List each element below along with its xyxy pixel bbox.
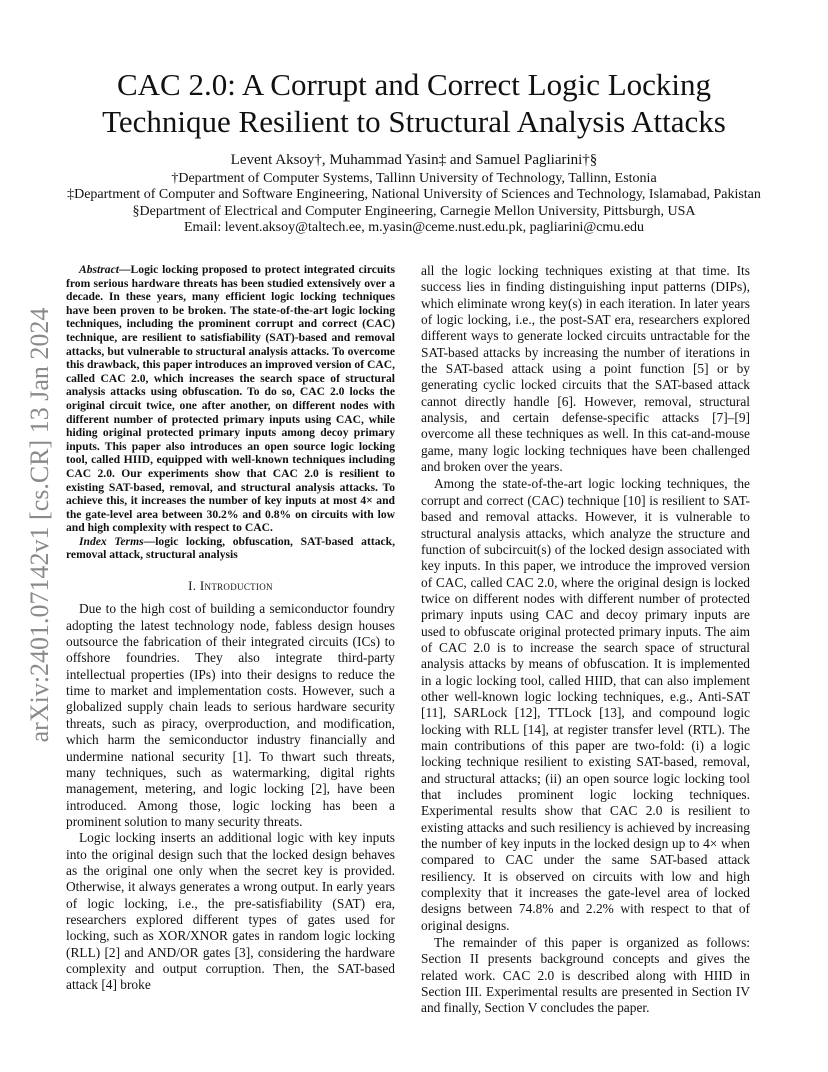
- intro-paragraph-3: all the logic locking techniques existing at that time. Its success lies in finding distinguishing input patterns (DIPs), which eliminate wrong key(s) in each iteration. In later years of logic locking, i.e., the post-SAT era, researchers explored different ways to generate locked circuits untractable for the SAT-based attacks by increasing the number of iterations in the SAT-based attack using a point function [5] or by generating cyclic locked circuits that the SAT-based attack cannot directly handle [6]. However, removal, structural analysis, and certain defense-specific attacks [7]–[9] overcome all these techniques as well. In this cat-and-mouse game, many logic locking techniques have been challenged and broken over the years.: [421, 263, 750, 475]
- title-line-1: CAC 2.0: A Corrupt and Correct Logic Locking: [116, 67, 712, 102]
- index-terms: [66, 535, 395, 562]
- author-names: Levent Aksoy†, Muhammad Yasin‡ and Samuel Pagliarini†§: [230, 152, 598, 168]
- affiliation-3: §Department of Electrical and Computer Engineering, Carnegie Mellon University, Pittsburgh, USA: [132, 203, 696, 219]
- right-column: [421, 263, 750, 1017]
- section-heading-introduction: I. Introduction: [188, 578, 273, 594]
- paper-title: [60, 66, 768, 140]
- intro-paragraph-4: Among the state-of-the-art logic locking techniques, the corrupt and correct (CAC) technique [10] is resilient to SAT-based and removal attacks. However, it is vulnerable to structural analysis attacks, which analyze the structure and function of subcircuit(s) of the locked design associated with key inputs. In this paper, we introduce the improved version of CAC, called CAC 2.0, where the original design is locked twice on different nodes with different number of protected primary inputs using CAC and decoy primary inputs are used to obfuscate original protected primary inputs. The aim of CAC 2.0 is to increase the search space of structural analysis attacks by means of obfuscation. It is implemented in a logic locking tool, called HIID, that can also implement other well-known logic locking techniques, e.g., Anti-SAT [11], SARLock [12], TTLock [13], and compound logic locking with RLL [14], at register transfer level (RTL). The main contributions of this paper are two-fold: (i) a logic locking technique resilient to existing SAT-based, removal, and structural attacks; (ii) an open source logic locking tool that includes prominent logic locking techniques. Experimental results show that CAC 2.0 is resilient to existing attacks and such resiliency is achieved by increasing the number of key inputs in the locked design up to 4× when compared to CAC under the same SAT-based attack resiliency. It is observed on circuits with low and high complexity that it increases the gate-level area of locked designs between 74.8% and 2.2% with respect to that of original designs.: [421, 476, 750, 933]
- abstract-label: Abstract: [79, 263, 119, 276]
- abstract-text: —Logic locking proposed to protect integrated circuits from serious hardware threats has been studied extensively over a decade. In these years, many efficient logic locking techniques have been proven to be broken. The state-of-the-art logic locking techniques, including the prominent corrupt and correct (CAC) technique, are resilient to satisfiability (SAT)-based and removal attacks, but vulnerable to structural analysis attacks. To overcome this drawback, this paper introduces an improved version of CAC, called CAC 2.0, which increases the search space of structural analysis attacks using obfuscation. To do so, CAC 2.0 locks the original circuit twice, one after another, on different nodes with different number of protected primary inputs using CAC, while hiding original protected primary inputs among decoy primary inputs. This paper also introduces an open source logic locking tool, called HIID, equipped with well-known techniques including CAC 2.0. Our experiments show that CAC 2.0 is resilient to existing SAT-based, removal, and structural analysis attacks. To achieve this, it increases the number of key inputs at most 4× and the gate-level area between 30.2% and 0.8% on circuits with low and high complexity with respect to CAC.: [66, 263, 395, 535]
- affiliation-2: ‡Department of Computer and Software Engineering, National University of Sciences and Technology, Islamabad, Pakistan: [67, 187, 761, 202]
- title-line-2: Technique Resilient to Structural Analysis Attacks: [102, 104, 726, 139]
- intro-paragraph-5: The remainder of this paper is organized as follows: Section II presents background concepts and gives the related work. CAC 2.0 is described along with HIID in Section III. Experimental results are presented in Section IV and finally, Section V concludes the paper.: [421, 935, 750, 1016]
- intro-paragraph-1: Due to the high cost of building a semiconductor foundry adopting the latest technology node, fabless design houses outsource the fabrication of their integrated circuits (ICs) to offshore foundries. They also integrate third-party intellectual properties (IPs) into their designs to reduce the time to market and implementation costs. However, such a globalized supply chain leads to serious hardware security threats, such as piracy, overproduction, and modification, which harm the semiconductor industry financially and undermine national security [1]. To thwart such threats, many techniques, such as watermarking, digital rights management, metering, and logic locking [2], have been introduced. Among those, logic locking has been a prominent solution to many security threats.: [66, 601, 395, 829]
- intro-paragraph-2: Logic locking inserts an additional logic with key inputs into the original design such that the locked design behaves as the original one only when the secret key is provided. Otherwise, it always generates a wrong output. In early years of logic locking, i.e., the pre-satisfiability (SAT) era, researchers explored different types of gates used for locking, such as XOR/XNOR gates in random logic locking (RLL) [2] and AND/OR gates [3], considering the hardware complexity and output corruption. Then, the SAT-based attack [4] broke: [66, 830, 395, 993]
- author-block: [60, 152, 768, 237]
- index-terms-text: —logic locking, obfuscation, SAT-based attack, removal attack, structural analysis: [66, 534, 395, 562]
- index-terms-label: Index Terms: [79, 534, 144, 548]
- author-emails: Email: levent.aksoy@taltech.ee, m.yasin@ceme.nust.edu.pk, pagliarini@cmu.edu: [183, 220, 645, 235]
- abstract: [66, 263, 395, 535]
- arxiv-identifier: [20, 290, 60, 760]
- arxiv-id-text: arXiv:2401.07142v1 [cs.CR] 13 Jan 2024: [25, 307, 54, 743]
- left-column: [66, 263, 395, 994]
- affiliation-1: †Department of Computer Systems, Tallinn University of Technology, Tallinn, Estonia: [171, 170, 657, 186]
